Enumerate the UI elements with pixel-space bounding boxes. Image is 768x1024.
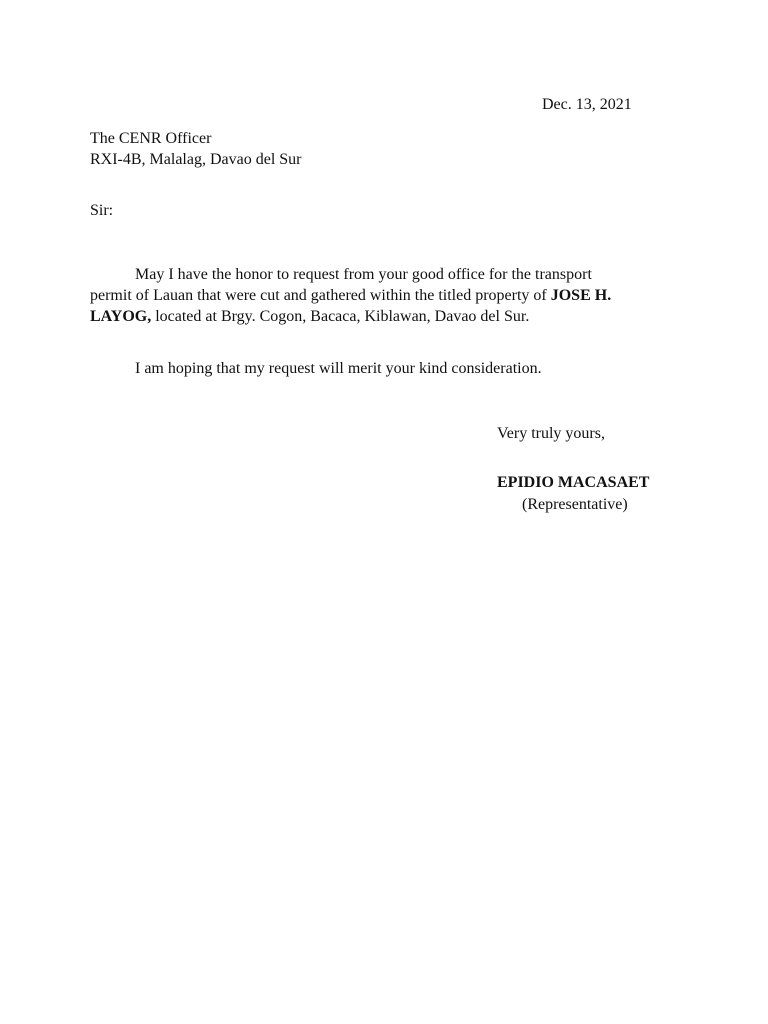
signer-name: EPIDIO MACASAET bbox=[497, 474, 650, 491]
paragraph-text: located at Brgy. Cogon, Bacaca, Kiblawan, Davao del Sur. bbox=[151, 308, 530, 325]
paragraph-line bbox=[90, 307, 650, 328]
paragraph-text: permit of Lauan that were cut and gathered within the titled property of bbox=[90, 287, 551, 304]
paragraph-line: May I have the honor to request from your good office for the transport bbox=[135, 266, 592, 283]
signer-role: (Representative) bbox=[522, 496, 628, 513]
property-owner-name: JOSE H. bbox=[550, 287, 612, 304]
complimentary-close: Very truly yours, bbox=[497, 425, 605, 442]
salutation: Sir: bbox=[90, 202, 114, 219]
letter-date: Dec. 13, 2021 bbox=[542, 96, 632, 113]
paragraph-line bbox=[90, 286, 650, 307]
recipient-title: The CENR Officer bbox=[90, 130, 212, 147]
body-paragraph-request bbox=[90, 265, 650, 328]
body-paragraph-consideration: I am hoping that my request will merit your kind consideration. bbox=[135, 360, 542, 377]
recipient-address: RXI-4B, Malalag, Davao del Sur bbox=[90, 151, 302, 168]
property-owner-surname: LAYOG, bbox=[90, 308, 152, 325]
